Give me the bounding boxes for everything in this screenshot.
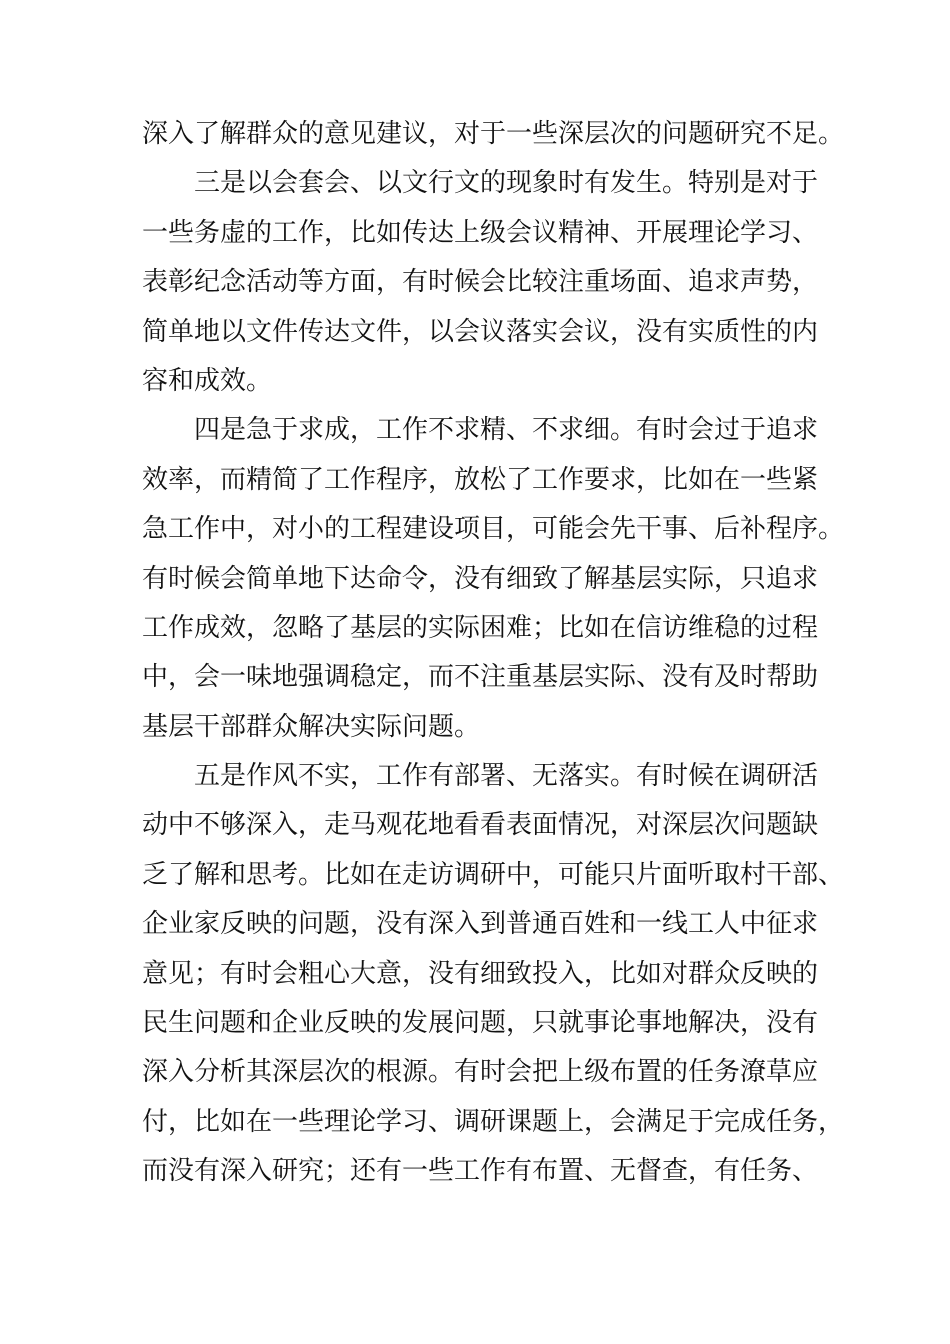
text-line: 企业家反映的问题，没有深入到普通百姓和一线工人中征求	[142, 909, 819, 940]
text-line: 基层干部群众解决实际问题。	[142, 711, 481, 742]
text-line: 付，比如在一些理论学习、调研课题上，会满足于完成任务，	[142, 1106, 845, 1137]
text-line: 而没有深入研究；还有一些工作有布置、无督查，有任务、	[142, 1156, 819, 1187]
text-line: 深入分析其深层次的根源。有时会把上级布置的任务潦草应	[142, 1057, 819, 1088]
document-body	[142, 110, 845, 1197]
text-line: 意见；有时会粗心大意，没有细致投入，比如对群众反映的	[142, 958, 819, 989]
text-line: 一些务虚的工作，比如传达上级会议精神、开展理论学习、	[142, 217, 819, 248]
paragraph-start-line: 五是作风不实，工作有部署、无落实。有时候在调研活	[194, 761, 819, 792]
text-line: 深入了解群众的意见建议，对于一些深层次的问题研究不足。	[142, 119, 845, 149]
paragraph-start-line: 四是急于求成，工作不求精、不求细。有时会过于追求	[194, 415, 819, 446]
text-line: 有时候会简单地下达命令，没有细致了解基层实际，只追求	[142, 563, 819, 594]
text-line: 容和成效。	[142, 365, 273, 396]
text-line: 表彰纪念活动等方面，有时候会比较注重场面、追求声势，	[142, 267, 819, 298]
text-line: 简单地以文件传达文件，以会议落实会议，没有实质性的内	[142, 316, 819, 347]
text-line: 乏了解和思考。比如在走访调研中，可能只片面听取村干部、	[142, 859, 845, 890]
paragraph-start-line: 三是以会套会、以文行文的现象时有发生。特别是对于	[194, 168, 819, 199]
text-line: 中，会一味地强调稳定，而不注重基层实际、没有及时帮助	[142, 662, 819, 693]
text-line: 动中不够深入，走马观花地看看表面情况，对深层次问题缺	[142, 810, 819, 841]
text-line: 工作成效，忽略了基层的实际困难；比如在信访维稳的过程	[142, 612, 819, 643]
text-line: 民生问题和企业反映的发展问题，只就事论事地解决，没有	[142, 1008, 819, 1039]
text-line: 效率，而精简了工作程序，放松了工作要求，比如在一些紧	[142, 464, 819, 495]
text-line: 急工作中，对小的工程建设项目，可能会先干事、后补程序。	[142, 514, 845, 545]
